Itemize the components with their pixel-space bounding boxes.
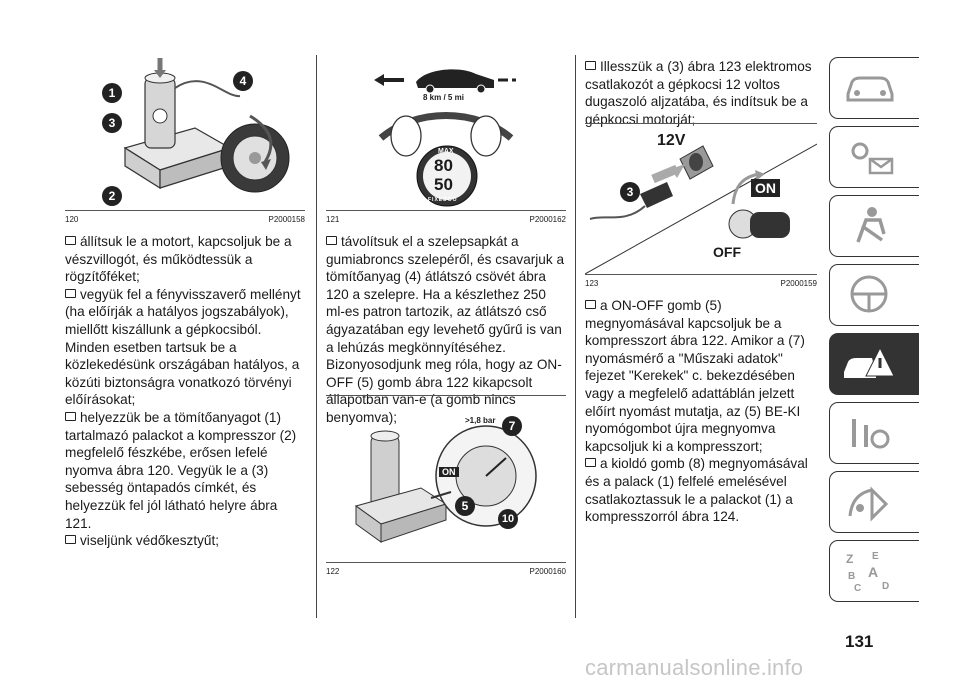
paragraph: Minden esetben tartsuk be a közlekedésünk országában hatályos, a közúti biztonságra vonatkozó törvényi előírásokat; xyxy=(65,339,300,408)
off-label: OFF xyxy=(713,244,741,260)
tab-emergency[interactable] xyxy=(829,333,919,395)
instructions-col1 xyxy=(65,233,305,550)
tab-maintenance[interactable] xyxy=(829,402,919,464)
step-bullet: távolítsuk el a szelepsapkát a gumiabroncs szelepéről, és csavarjuk a tömítőanyag (4) átlátszó csövét ábra 120 a szelepre. Ha a készlethez 250 ml-es patron tartozik, az átlátszó cső ágyazatában egy levehető gyűrű is van a lehúzás megkönnyítéséhez. Bizonyosodjunk meg róla, hogy az ON-OFF (5) gomb ábra 122 kikapcsolt állapotban van-e (a gomb nincs benyomva); xyxy=(326,234,565,425)
step-bullet: a kioldó gomb (8) megnyomásával és a palack (1) felfelé emelésével csatlakoztassuk le a palackot (1) a kompresszorról ábra 124. xyxy=(585,455,817,525)
pressure-label: >1,8 bar xyxy=(465,416,496,425)
step-bullet: Illesszük a (3) ábra 123 elektromos csatlakozót a gépkocsi 12 voltos dugaszoló aljzatába, és indítsuk be a gépkocsi motorját; xyxy=(585,58,817,128)
column-divider xyxy=(575,55,576,618)
figure-code: P2000160 xyxy=(529,567,566,576)
figure-caption xyxy=(326,215,566,224)
callout-4: 4 xyxy=(233,71,253,91)
chapter-tabs xyxy=(829,57,919,609)
on-label: ON xyxy=(439,467,459,477)
brand-label: FIXEDOO xyxy=(428,197,458,203)
tab-safety[interactable] xyxy=(829,195,919,257)
speed-top: 80 xyxy=(434,156,453,175)
figure-122 xyxy=(326,395,566,576)
emergency-icon xyxy=(842,342,896,384)
page-number: 131 xyxy=(845,632,874,651)
figure-caption xyxy=(326,567,566,576)
callout-1: 1 xyxy=(102,83,122,103)
figure-120 xyxy=(65,58,305,224)
step-bullet: viseljünk védőkesztyűt; xyxy=(65,532,305,550)
callout-5: 5 xyxy=(455,496,475,516)
maintenance-icon xyxy=(842,411,896,453)
tab-technical-data[interactable] xyxy=(829,471,919,533)
svg-text:E: E xyxy=(872,551,879,562)
column-1 xyxy=(65,58,305,550)
tab-car[interactable] xyxy=(829,57,919,119)
index-icon xyxy=(842,549,896,591)
step-bullet: a ON-OFF gomb (5) megnyomásával kapcsoljuk be a kompresszort ábra 122. Amikor a (7) nyomásmérő a "Műszaki adatok" fejezet "Kerekek" c. bekezdésében vagy a megfelelő adattáblán jelzett előírt nyomást mutatja, az (5) BE-KI nyomógombot újra megnyomva kapcsoljuk ki a kompresszort; xyxy=(585,297,817,455)
callout-7: 7 xyxy=(502,416,522,436)
figure-number: 121 xyxy=(326,215,340,224)
power-socket-illustration xyxy=(585,124,817,274)
callout-3: 3 xyxy=(620,182,640,202)
callout-3: 3 xyxy=(102,113,122,133)
column-2 xyxy=(326,58,566,576)
starting-driving-icon xyxy=(842,273,896,315)
safety-icon xyxy=(842,204,896,246)
figure-number: 123 xyxy=(585,279,599,288)
compressor-kit-illustration xyxy=(65,58,305,210)
instructions-col3a xyxy=(585,58,817,127)
svg-text:A: A xyxy=(868,564,879,580)
warning-lights-icon xyxy=(842,135,896,177)
volt-label: 12V xyxy=(657,132,686,149)
callout-10: 10 xyxy=(498,509,518,529)
step-bullet: állítsuk le a motort, kapcsoljuk be a vészvillogót, és működtessük a rögzítőféket; xyxy=(65,233,305,286)
tab-starting-driving[interactable] xyxy=(829,264,919,326)
column-3 xyxy=(585,58,817,526)
on-label: ON xyxy=(751,179,780,197)
column-divider xyxy=(316,55,317,618)
figure-121 xyxy=(326,58,566,224)
watermark: carmanualsonline.info xyxy=(585,655,804,680)
svg-text:D: D xyxy=(882,581,890,591)
figure-code: P2000158 xyxy=(268,215,305,224)
svg-text:C: C xyxy=(854,583,862,591)
technical-data-icon xyxy=(842,480,896,522)
max-label: MAX xyxy=(438,148,454,155)
car-icon xyxy=(842,66,896,108)
step-bullet: vegyük fel a fényvisszaverő mellényt (ha előírják a hatályos jogszabályok), miellőtt kiszállunk a gépkocsiból. xyxy=(65,286,305,339)
svg-text:Z: Z xyxy=(846,552,854,566)
instructions-col3b xyxy=(585,297,817,526)
compressor-gauge-illustration xyxy=(326,396,566,562)
figure-caption xyxy=(585,279,817,288)
speed-distance-label: 8 km / 5 mi xyxy=(423,93,464,102)
figure-code: P2000159 xyxy=(780,279,817,288)
figure-code: P2000162 xyxy=(529,215,566,224)
figure-number: 120 xyxy=(65,215,79,224)
figure-123 xyxy=(585,123,817,288)
tab-index[interactable] xyxy=(829,540,919,602)
speed-bottom: 50 xyxy=(434,175,453,194)
tab-warning-lights[interactable] xyxy=(829,126,919,188)
figure-caption xyxy=(65,215,305,224)
figure-number: 122 xyxy=(326,567,340,576)
step-bullet: helyezzük be a tömítőanyagot (1) tartalmazó palackot a kompresszor (2) megfelelő fészkébe, erősen lefelé nyomva ábra 120. Vegyük le a (3) sebesség öntapadós címkét, és helyezzük fel jól látható helyre ábra 121. xyxy=(65,409,305,532)
callout-2: 2 xyxy=(102,186,122,206)
svg-text:B: B xyxy=(848,571,856,582)
